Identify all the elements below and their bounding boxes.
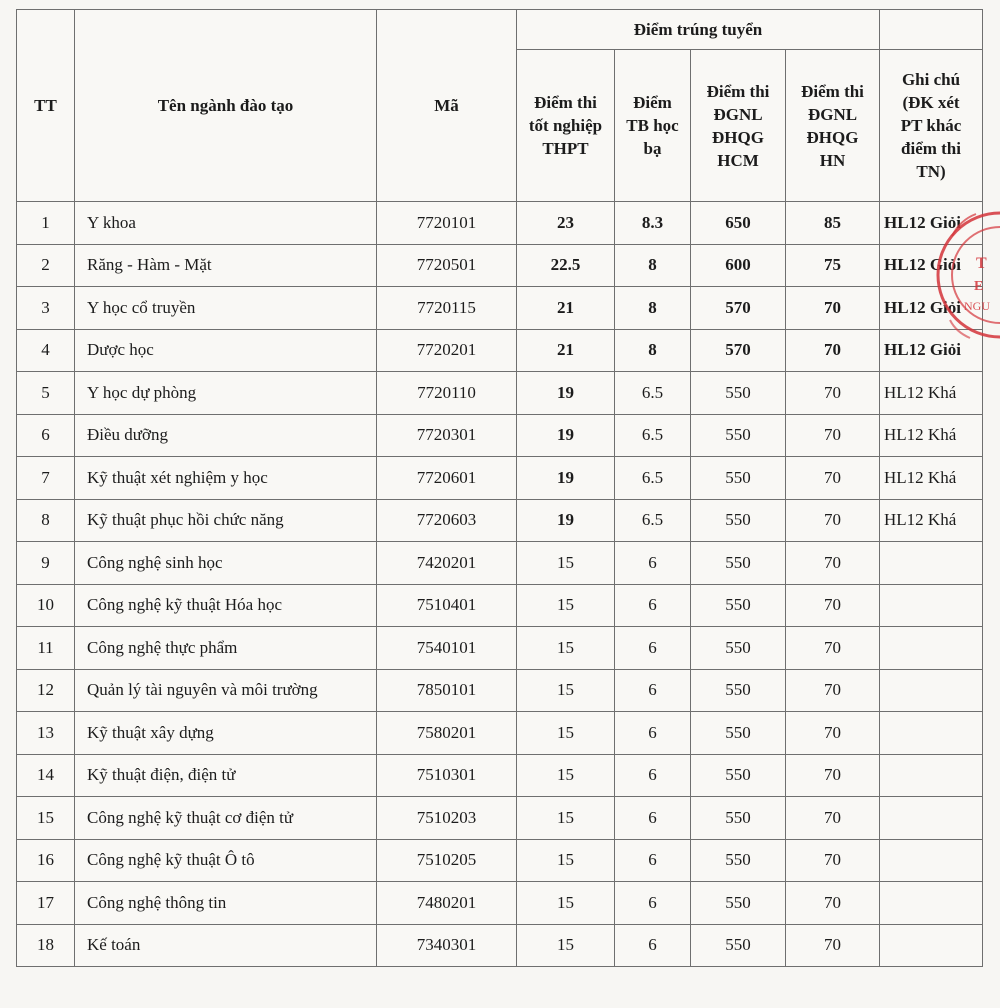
row-tt: 12 [17,669,75,712]
row-major-name: Công nghệ kỹ thuật Ô tô [75,839,377,882]
table-row [17,627,983,670]
table-row [17,202,983,245]
row-thpt-score: 15 [517,754,615,797]
row-thpt-score: 15 [517,627,615,670]
svg-text:NGU: NGU [964,299,990,313]
row-code: 7720115 [377,287,517,330]
row-major-name: Kỹ thuật xét nghiệm y học [75,457,377,500]
table-row [17,882,983,925]
header-major-name: Tên ngành đào tạo [75,10,377,202]
row-note: HL12 Khá [880,499,983,542]
row-tt: 10 [17,584,75,627]
row-tt: 3 [17,287,75,330]
header-note-line: TN) [916,162,946,181]
row-hocba-score: 6 [615,924,691,967]
row-thpt-score: 15 [517,924,615,967]
row-code: 7720603 [377,499,517,542]
row-thpt-score: 15 [517,839,615,882]
row-thpt-score: 19 [517,372,615,415]
row-dgnl-hcm-score: 550 [691,669,786,712]
row-dgnl-hn-score: 70 [786,287,880,330]
row-code: 7480201 [377,882,517,925]
row-dgnl-hn-score: 85 [786,202,880,245]
row-note: HL12 Giỏi [880,329,983,372]
header-hocba [615,50,691,202]
row-dgnl-hn-score: 70 [786,924,880,967]
row-note [880,924,983,967]
row-code: 7720101 [377,202,517,245]
row-dgnl-hn-score: 70 [786,882,880,925]
row-code: 7720501 [377,244,517,287]
row-code: 7510205 [377,839,517,882]
row-code: 7720201 [377,329,517,372]
header-hn-line: ĐGNL [807,104,858,124]
row-thpt-score: 22.5 [517,244,615,287]
header-note-spacer [880,10,983,50]
row-thpt-score: 15 [517,712,615,755]
header-note [880,50,983,202]
table-row [17,839,983,882]
row-note: HL12 Giỏi [880,287,983,330]
table-row [17,499,983,542]
row-major-name: Kế toán [75,924,377,967]
header-hcm-line: Điểm thi [706,81,770,101]
header-code: Mã [377,10,517,202]
row-code: 7850101 [377,669,517,712]
row-thpt-score: 19 [517,499,615,542]
header-hcm-line: ĐHQG [712,127,764,147]
row-major-name: Công nghệ sinh học [75,542,377,585]
table-row [17,797,983,840]
row-hocba-score: 8 [615,287,691,330]
row-hocba-score: 6.5 [615,499,691,542]
row-code: 7720110 [377,372,517,415]
row-major-name: Công nghệ kỹ thuật Hóa học [75,584,377,627]
row-dgnl-hcm-score: 550 [691,542,786,585]
row-tt: 15 [17,797,75,840]
row-tt: 14 [17,754,75,797]
row-code: 7720601 [377,457,517,500]
row-major-name: Dược học [75,329,377,372]
row-hocba-score: 6 [615,797,691,840]
header-hocba-line: bạ [643,139,662,158]
row-major-name: Kỹ thuật phục hồi chức năng [75,499,377,542]
table-body [17,202,983,967]
row-note [880,669,983,712]
row-dgnl-hcm-score: 550 [691,754,786,797]
header-dgnl-hn [786,50,880,202]
table-row [17,924,983,967]
document-page [16,9,983,967]
row-hocba-score: 6 [615,839,691,882]
row-thpt-score: 15 [517,797,615,840]
header-hn-line: ĐHQG [806,127,859,147]
table-row [17,669,983,712]
row-hocba-score: 6 [615,669,691,712]
header-thpt-line: tốt nghiệp [528,116,603,135]
table-row [17,287,983,330]
row-tt: 9 [17,542,75,585]
row-hocba-score: 6 [615,584,691,627]
row-note [880,627,983,670]
row-hocba-score: 6 [615,754,691,797]
row-dgnl-hcm-score: 600 [691,244,786,287]
row-dgnl-hn-score: 70 [786,712,880,755]
row-tt: 16 [17,839,75,882]
row-code: 7510301 [377,754,517,797]
row-major-name: Công nghệ thông tin [75,882,377,925]
row-dgnl-hcm-score: 550 [691,457,786,500]
row-tt: 2 [17,244,75,287]
row-tt: 13 [17,712,75,755]
row-note [880,584,983,627]
header-thpt-line: THPT [542,139,589,158]
row-hocba-score: 6 [615,712,691,755]
row-note [880,839,983,882]
header-hcm-line: HCM [717,150,759,170]
row-tt: 7 [17,457,75,500]
table-row [17,372,983,415]
row-major-name: Kỹ thuật điện, điện tử [75,754,377,797]
table-row [17,414,983,457]
header-score-group: Điểm trúng tuyển [517,10,880,50]
row-note [880,754,983,797]
row-dgnl-hcm-score: 550 [691,797,786,840]
row-dgnl-hn-score: 70 [786,754,880,797]
row-tt: 8 [17,499,75,542]
row-thpt-score: 15 [517,542,615,585]
table-row [17,457,983,500]
row-code: 7510203 [377,797,517,840]
row-code: 7540101 [377,627,517,670]
row-note [880,882,983,925]
table-header [17,10,983,202]
row-note: HL12 Khá [880,457,983,500]
row-dgnl-hcm-score: 570 [691,329,786,372]
row-dgnl-hn-score: 70 [786,499,880,542]
header-note-line: điểm thi [901,139,961,158]
header-hn-line: HN [819,150,846,170]
row-major-name: Công nghệ kỹ thuật cơ điện tử [75,797,377,840]
row-major-name: Công nghệ thực phẩm [75,627,377,670]
row-tt: 6 [17,414,75,457]
row-thpt-score: 15 [517,882,615,925]
row-tt: 18 [17,924,75,967]
row-dgnl-hn-score: 70 [786,372,880,415]
row-dgnl-hn-score: 70 [786,839,880,882]
row-note [880,712,983,755]
row-note [880,797,983,840]
header-hn-line: Điểm thi [801,81,864,101]
row-hocba-score: 8.3 [615,202,691,245]
row-major-name: Quản lý tài nguyên và môi trường [75,669,377,712]
row-dgnl-hcm-score: 650 [691,202,786,245]
header-note-line: PT khác [900,116,962,135]
header-dgnl-hcm [691,50,786,202]
row-hocba-score: 6.5 [615,414,691,457]
row-dgnl-hn-score: 70 [786,584,880,627]
row-dgnl-hn-score: 70 [786,414,880,457]
row-note: HL12 Giỏi [880,202,983,245]
svg-text:E: E [974,279,984,294]
row-dgnl-hcm-score: 550 [691,499,786,542]
admission-score-table [16,9,983,967]
svg-text:T: T [976,255,987,272]
row-hocba-score: 6.5 [615,372,691,415]
header-note-line: (ĐK xét [902,93,960,112]
row-thpt-score: 15 [517,669,615,712]
row-thpt-score: 23 [517,202,615,245]
row-dgnl-hn-score: 70 [786,669,880,712]
row-thpt-score: 19 [517,414,615,457]
table-row [17,542,983,585]
row-dgnl-hcm-score: 570 [691,287,786,330]
row-hocba-score: 6 [615,882,691,925]
table-row [17,584,983,627]
row-note: HL12 Khá [880,372,983,415]
row-tt: 1 [17,202,75,245]
row-tt: 5 [17,372,75,415]
row-dgnl-hn-score: 70 [786,457,880,500]
row-thpt-score: 21 [517,329,615,372]
row-major-name: Y học cổ truyền [75,287,377,330]
row-code: 7510401 [377,584,517,627]
row-note [880,542,983,585]
row-dgnl-hcm-score: 550 [691,924,786,967]
row-hocba-score: 6 [615,542,691,585]
row-dgnl-hn-score: 70 [786,542,880,585]
row-dgnl-hn-score: 70 [786,627,880,670]
row-dgnl-hcm-score: 550 [691,627,786,670]
row-note: HL12 Giỏi [880,244,983,287]
row-thpt-score: 19 [517,457,615,500]
table-row [17,329,983,372]
row-dgnl-hcm-score: 550 [691,584,786,627]
row-major-name: Điều dưỡng [75,414,377,457]
header-hocba-line: TB học [626,116,679,135]
table-row [17,244,983,287]
row-major-name: Răng - Hàm - Mặt [75,244,377,287]
row-dgnl-hcm-score: 550 [691,882,786,925]
row-dgnl-hn-score: 70 [786,329,880,372]
row-major-name: Y học dự phòng [75,372,377,415]
row-tt: 17 [17,882,75,925]
table-row [17,712,983,755]
header-tt: TT [17,10,75,202]
row-dgnl-hcm-score: 550 [691,712,786,755]
row-hocba-score: 6.5 [615,457,691,500]
header-thpt [517,50,615,202]
row-tt: 11 [17,627,75,670]
header-hocba-line: Điểm [633,93,672,112]
row-dgnl-hcm-score: 550 [691,372,786,415]
row-note: HL12 Khá [880,414,983,457]
table-row [17,754,983,797]
row-dgnl-hcm-score: 550 [691,414,786,457]
row-hocba-score: 8 [615,244,691,287]
row-code: 7340301 [377,924,517,967]
row-code: 7720301 [377,414,517,457]
row-hocba-score: 8 [615,329,691,372]
row-thpt-score: 21 [517,287,615,330]
row-dgnl-hcm-score: 550 [691,839,786,882]
row-major-name: Kỹ thuật xây dựng [75,712,377,755]
header-thpt-line: Điểm thi [534,93,597,112]
row-dgnl-hn-score: 75 [786,244,880,287]
header-hcm-line: ĐGNL [713,104,763,124]
row-thpt-score: 15 [517,584,615,627]
row-code: 7580201 [377,712,517,755]
row-dgnl-hn-score: 70 [786,797,880,840]
header-note-line: Ghi chú [901,70,961,89]
row-major-name: Y khoa [75,202,377,245]
row-code: 7420201 [377,542,517,585]
row-tt: 4 [17,329,75,372]
row-hocba-score: 6 [615,627,691,670]
